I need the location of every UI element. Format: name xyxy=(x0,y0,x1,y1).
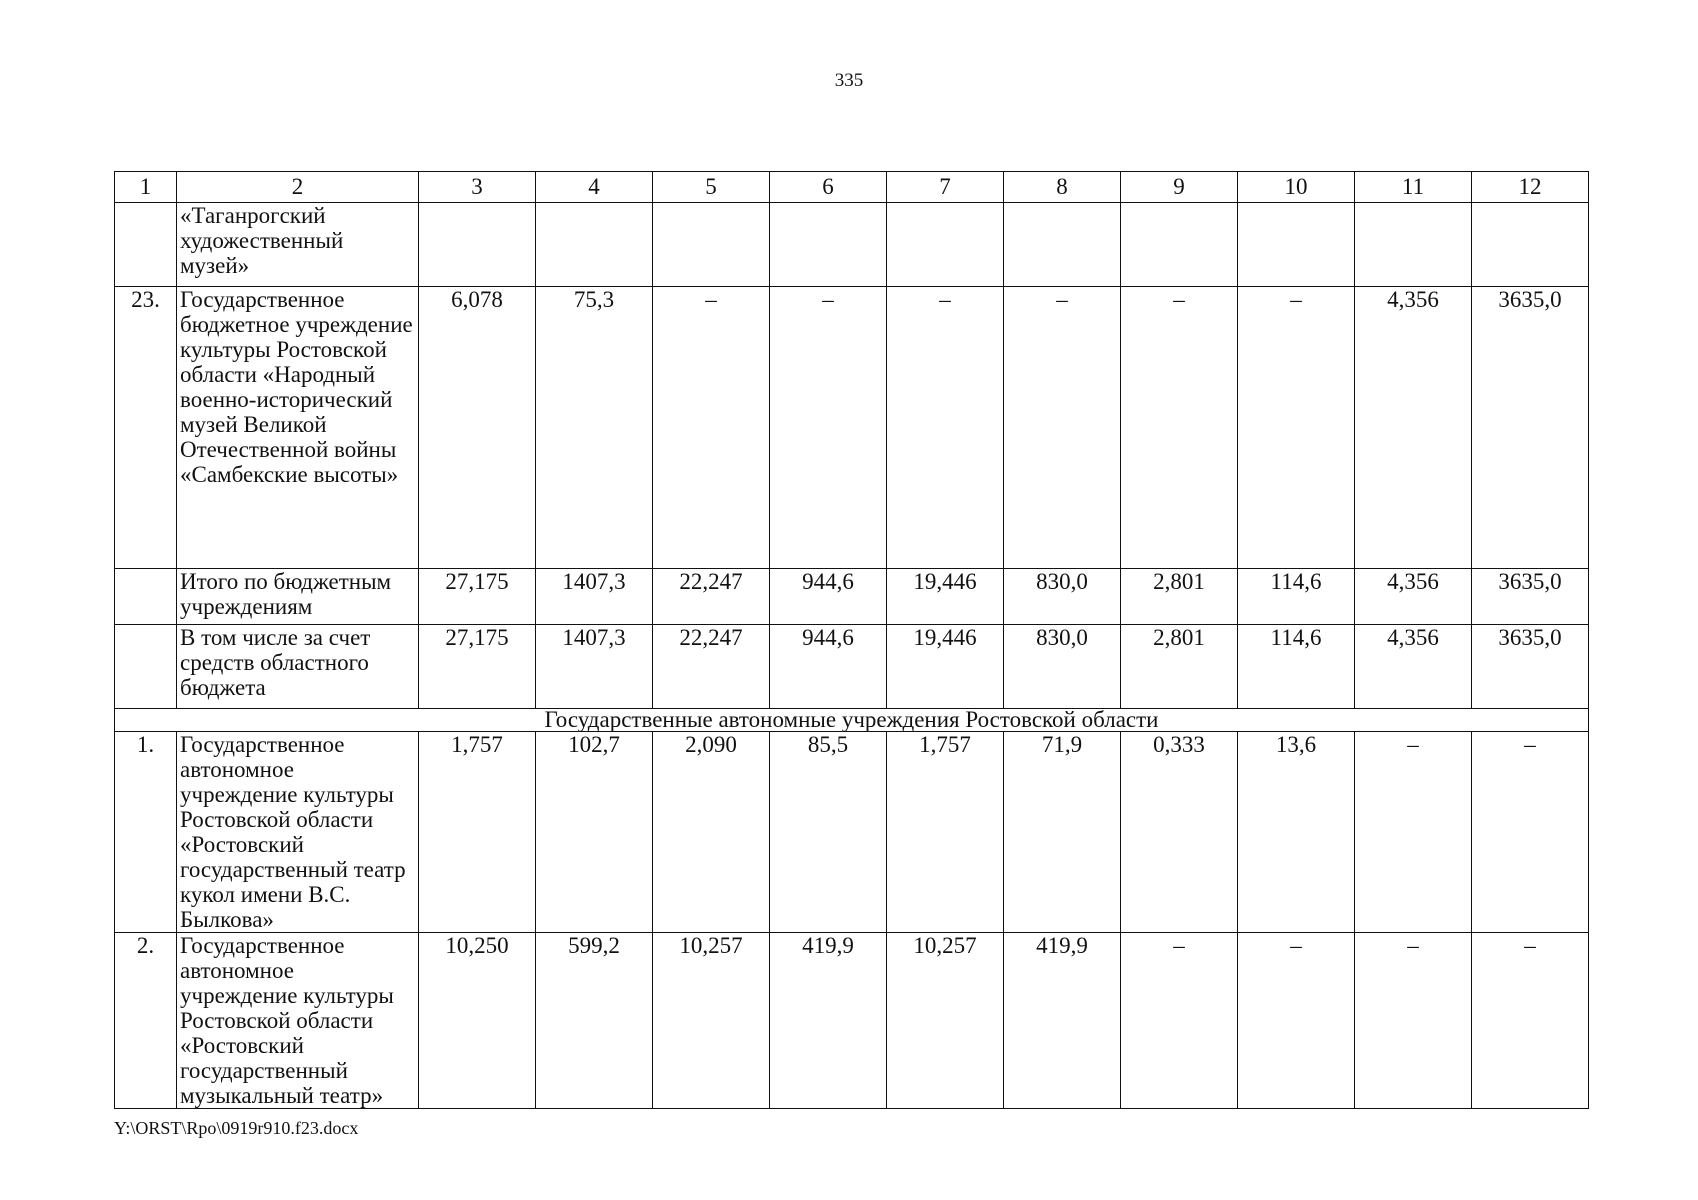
institution-name: «Таганрогский художественный музей» xyxy=(177,203,419,287)
header-row xyxy=(115,172,1589,203)
value-cell: 102,7 xyxy=(536,732,653,933)
value-cell: 13,6 xyxy=(1238,732,1355,933)
value-cell: 1,757 xyxy=(419,732,536,933)
value-cell xyxy=(419,203,536,287)
table-row xyxy=(115,203,1589,287)
table-row xyxy=(115,732,1589,933)
file-path-footer: Y:\ORST\Rpo\0919r910.f23.docx xyxy=(114,1118,359,1138)
row-number: 1. xyxy=(115,732,177,933)
value-cell: 85,5 xyxy=(770,732,887,933)
value-cell: – xyxy=(1004,287,1121,569)
column-header: 5 xyxy=(653,172,770,203)
value-cell xyxy=(1004,203,1121,287)
value-cell: – xyxy=(1238,933,1355,1109)
value-cell: 19,446 xyxy=(887,569,1004,625)
column-header: 3 xyxy=(419,172,536,203)
institution-name: Государственное бюджетное учреждение культуры Ростовской области «Народный военно-исторический музей Великой Отечественной войны «Самбекские высоты» xyxy=(177,287,419,569)
value-cell: 10,250 xyxy=(419,933,536,1109)
value-cell xyxy=(887,203,1004,287)
column-header: 7 xyxy=(887,172,1004,203)
value-cell: 10,257 xyxy=(887,933,1004,1109)
value-cell xyxy=(653,203,770,287)
data-table xyxy=(114,171,1589,1109)
row-number: 23. xyxy=(115,287,177,569)
value-cell: 2,090 xyxy=(653,732,770,933)
column-header: 10 xyxy=(1238,172,1355,203)
value-cell: 944,6 xyxy=(770,625,887,709)
table-row xyxy=(115,625,1589,709)
value-cell: – xyxy=(1355,732,1472,933)
value-cell: 830,0 xyxy=(1004,625,1121,709)
column-header: 11 xyxy=(1355,172,1472,203)
column-header: 1 xyxy=(115,172,177,203)
value-cell: 22,247 xyxy=(653,569,770,625)
row-number xyxy=(115,203,177,287)
value-cell: 599,2 xyxy=(536,933,653,1109)
value-cell: – xyxy=(1121,933,1238,1109)
value-cell: – xyxy=(1355,933,1472,1109)
value-cell: 75,3 xyxy=(536,287,653,569)
value-cell: 944,6 xyxy=(770,569,887,625)
row-number xyxy=(115,569,177,625)
value-cell: 4,356 xyxy=(1355,287,1472,569)
column-header: 8 xyxy=(1004,172,1121,203)
value-cell: – xyxy=(1472,933,1589,1109)
value-cell: 0,333 xyxy=(1121,732,1238,933)
value-cell: 3635,0 xyxy=(1472,625,1589,709)
value-cell: 3635,0 xyxy=(1472,569,1589,625)
column-header: 12 xyxy=(1472,172,1589,203)
value-cell: 114,6 xyxy=(1238,625,1355,709)
institution-name: Государственное автономное учреждение культуры Ростовской области «Ростовский государственный театр кукол имени В.С. Былкова» xyxy=(177,732,419,933)
column-header: 4 xyxy=(536,172,653,203)
value-cell: 419,9 xyxy=(1004,933,1121,1109)
value-cell: 27,175 xyxy=(419,569,536,625)
value-cell xyxy=(1238,203,1355,287)
value-cell: 10,257 xyxy=(653,933,770,1109)
value-cell: 6,078 xyxy=(419,287,536,569)
table-row xyxy=(115,569,1589,625)
value-cell: – xyxy=(653,287,770,569)
value-cell: – xyxy=(1238,287,1355,569)
value-cell: 830,0 xyxy=(1004,569,1121,625)
value-cell: 2,801 xyxy=(1121,625,1238,709)
institution-name: Итого по бюджетным учреждениям xyxy=(177,569,419,625)
value-cell: – xyxy=(770,287,887,569)
value-cell: 419,9 xyxy=(770,933,887,1109)
value-cell xyxy=(1355,203,1472,287)
value-cell: – xyxy=(1121,287,1238,569)
value-cell: 1407,3 xyxy=(536,569,653,625)
value-cell: 1,757 xyxy=(887,732,1004,933)
value-cell xyxy=(1121,203,1238,287)
institution-name: В том числе за счет средств областного бюджета xyxy=(177,625,419,709)
value-cell: 114,6 xyxy=(1238,569,1355,625)
value-cell xyxy=(536,203,653,287)
value-cell: 4,356 xyxy=(1355,569,1472,625)
row-number: 2. xyxy=(115,933,177,1109)
value-cell: 19,446 xyxy=(887,625,1004,709)
value-cell: 27,175 xyxy=(419,625,536,709)
value-cell: – xyxy=(1472,732,1589,933)
section-title: Государственные автономные учреждения Ростовской области xyxy=(115,709,1589,732)
table-row xyxy=(115,933,1589,1109)
value-cell: 22,247 xyxy=(653,625,770,709)
column-header: 6 xyxy=(770,172,887,203)
value-cell: 4,356 xyxy=(1355,625,1472,709)
value-cell: 1407,3 xyxy=(536,625,653,709)
row-number xyxy=(115,625,177,709)
column-header: 2 xyxy=(177,172,419,203)
institution-name: Государственное автономное учреждение культуры Ростовской области «Ростовский государственный музыкальный театр» xyxy=(177,933,419,1109)
table-row xyxy=(115,287,1589,569)
section-row xyxy=(115,709,1589,732)
page-number: 335 xyxy=(834,70,864,91)
value-cell: 2,801 xyxy=(1121,569,1238,625)
value-cell xyxy=(770,203,887,287)
value-cell: – xyxy=(887,287,1004,569)
value-cell: 71,9 xyxy=(1004,732,1121,933)
column-header: 9 xyxy=(1121,172,1238,203)
value-cell: 3635,0 xyxy=(1472,287,1589,569)
value-cell xyxy=(1472,203,1589,287)
